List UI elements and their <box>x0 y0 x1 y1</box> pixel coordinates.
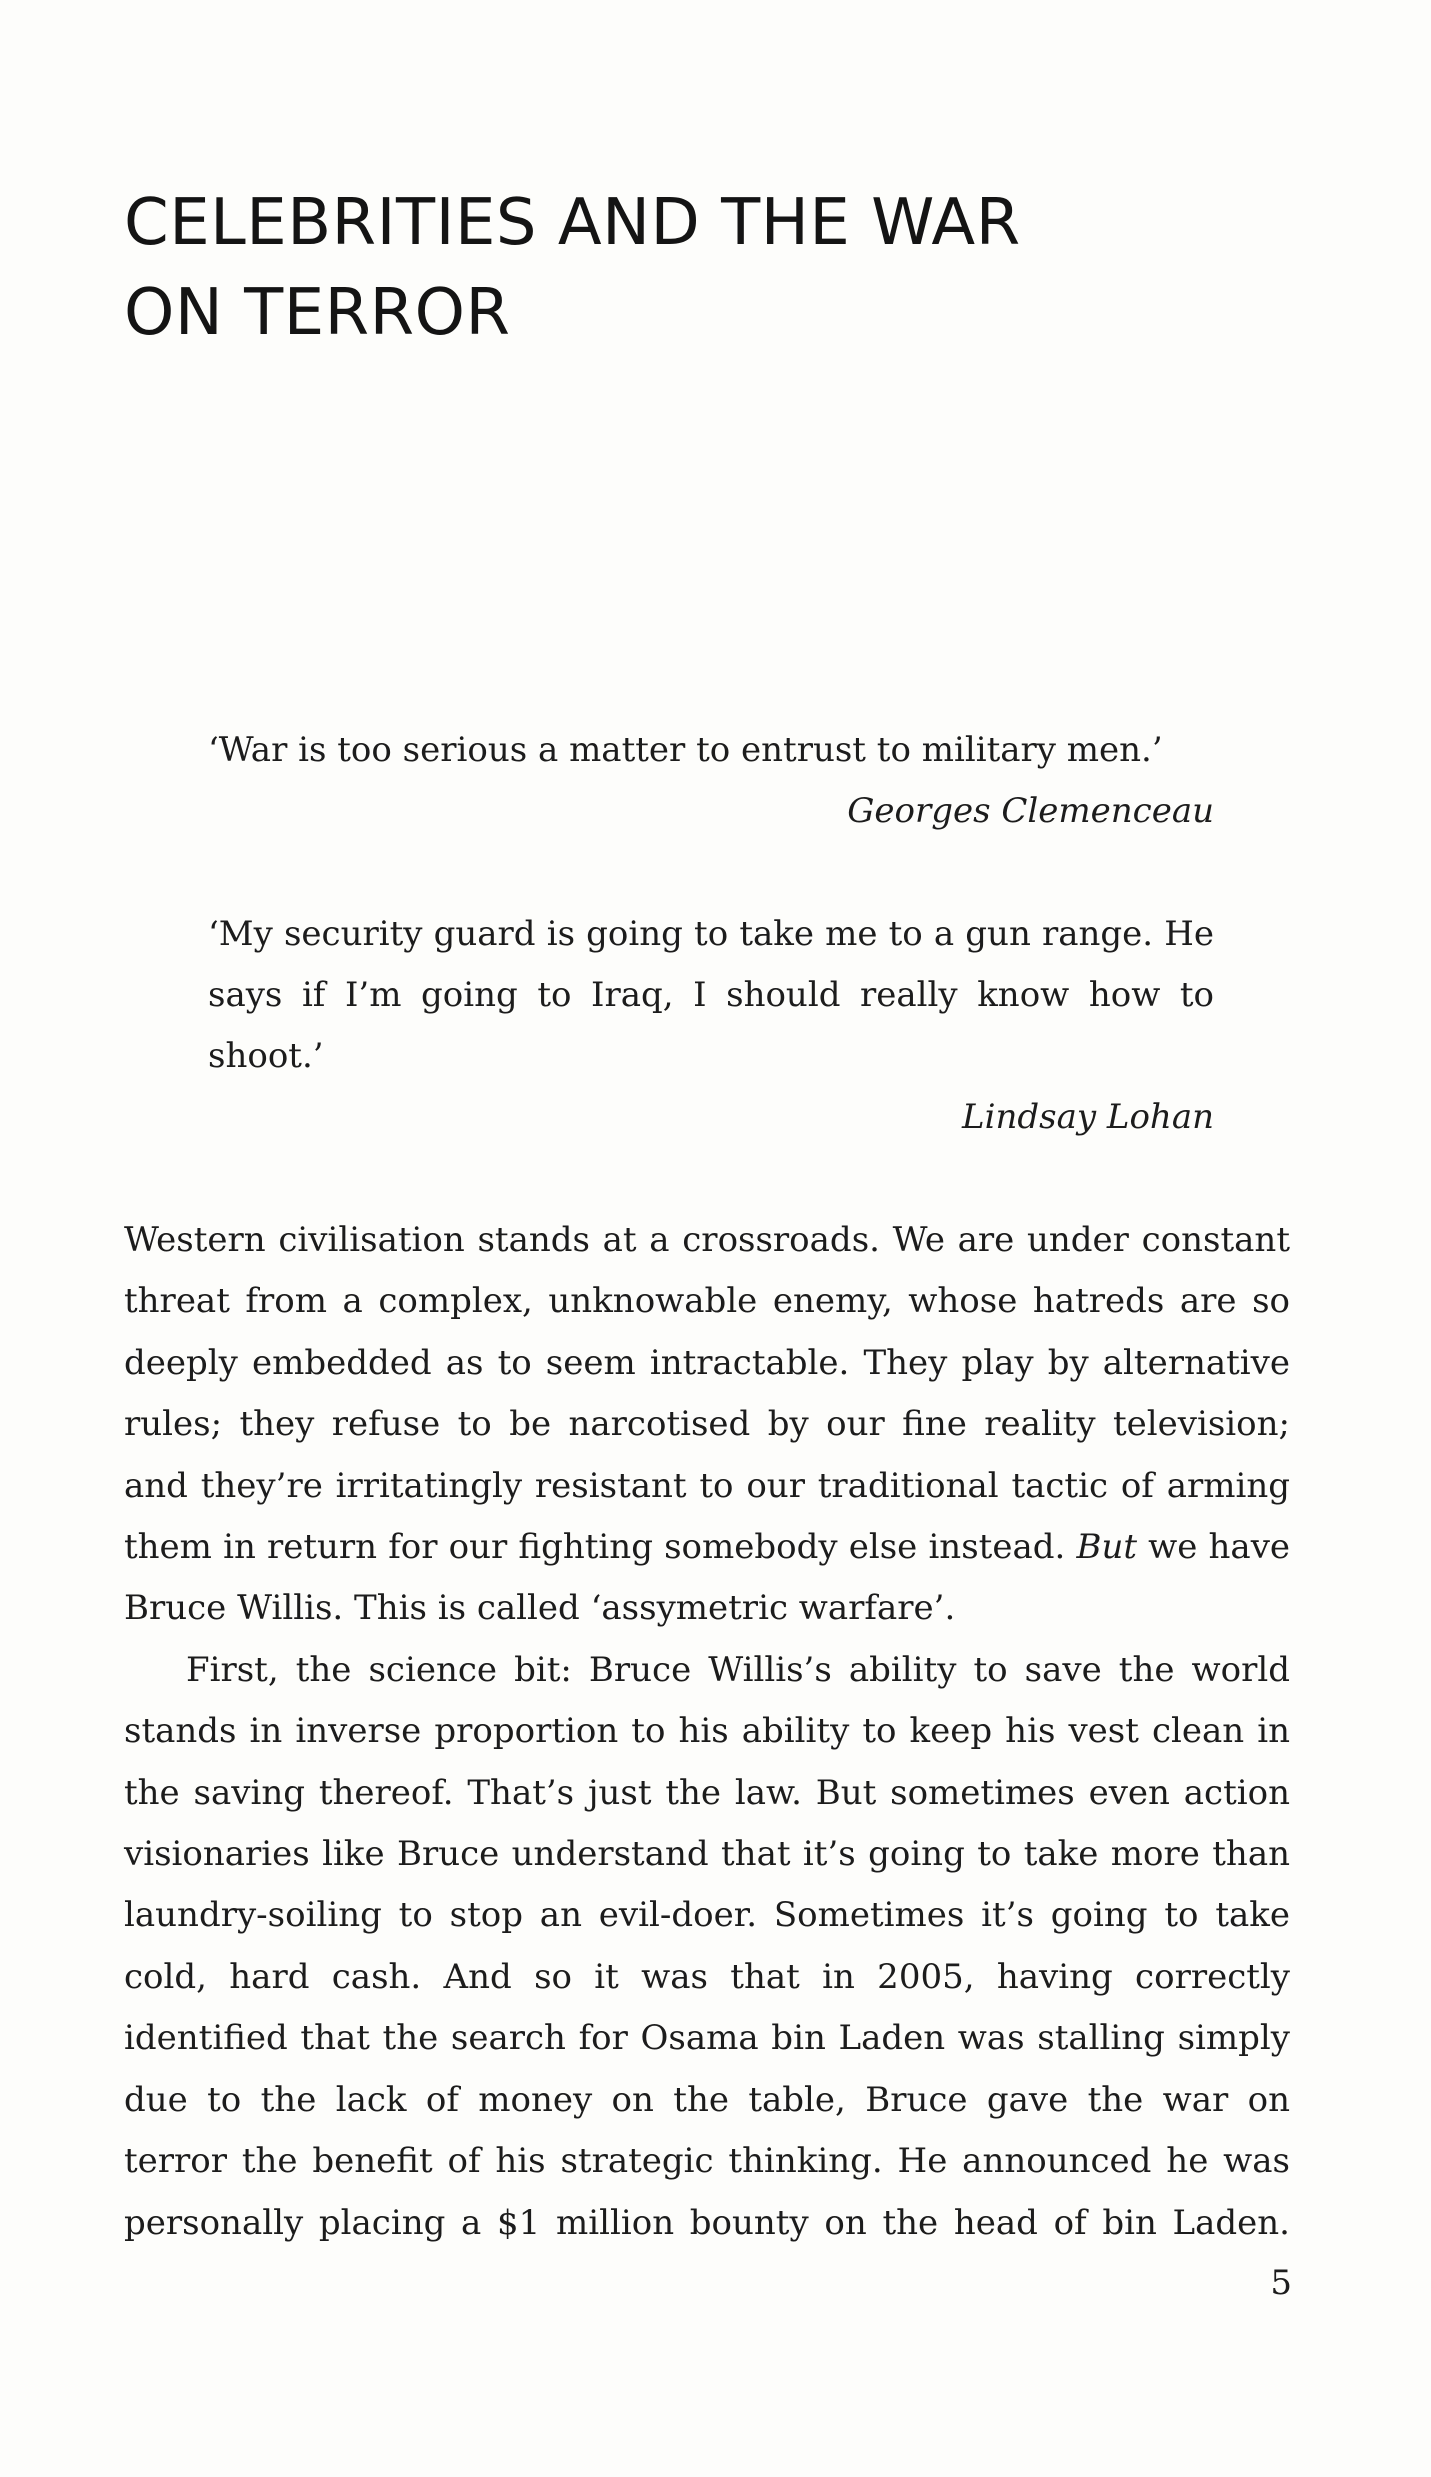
epigraph-quote: ‘My security guard is going to take me to a gun range. He says if I’m going to Iraq, I should really know how to shoot.’ <box>208 914 1214 1076</box>
epigraph-quote: ‘War is too serious a matter to entrust to military men.’ <box>208 730 1163 770</box>
body-paragraph-2: First, the science bit: Bruce Willis’s ability to save the world stands in inverse proportion to his ability to keep his vest clean in the saving thereof. That’s just the law. But sometimes even action visionaries like Bruce understand that it’s going to take more than laundry-soiling to stop an evil-doer. Sometimes it’s going to take cold, hard cash. And so it was that in 2005, having correctly identified that the search for Osama bin Laden was stalling simply due to the lack of money on the table, Bruce gave the war on terror the benefit of his strategic thinking. He announced he was personally placing a $1 million bounty on the head of bin Laden. <box>124 1649 1290 2243</box>
epigraph-attribution: Lindsay Lohan <box>962 1097 1214 1137</box>
chapter-title-line-1: CELEBRITIES AND THE WAR <box>124 186 1021 260</box>
body-text <box>124 1210 1290 2254</box>
paragraph-1-text-end: we have Bruce Willis. This is called ‘assymetric warfare’. <box>124 1527 1291 1629</box>
body-paragraph-1 <box>124 1210 1290 1640</box>
chapter-title <box>124 178 1124 358</box>
paragraph-1-emphasis: But <box>1076 1527 1137 1568</box>
epigraph-clemenceau <box>208 720 1214 842</box>
paragraph-1-text: Western civilisation stands at a crossroads. We are under constant threat from a complex, unknowable enemy, whose hatreds are so deeply embedded as to seem intractable. They play by alternative rules; they refuse to be narcotised by our fine reality television; and they’re irritatingly resistant to our traditional tactic of arming them in return for our fighting somebody else instead. <box>124 1220 1290 1568</box>
epigraph-lohan <box>208 904 1214 1148</box>
page-number: 5 <box>1270 2263 1292 2303</box>
epigraph-attribution: Georges Clemenceau <box>847 791 1214 831</box>
chapter-title-line-2: ON TERROR <box>124 276 511 350</box>
